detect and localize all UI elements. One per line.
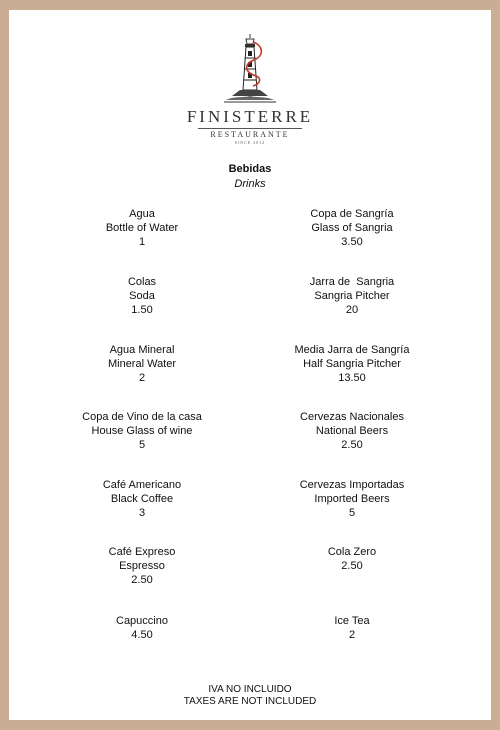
section-heading — [9, 162, 491, 192]
item-name-es: Media Jarra de Sangría — [294, 344, 410, 356]
item-name-en: Espresso — [119, 560, 165, 572]
item-name-en: Mineral Water — [107, 358, 177, 370]
menu-page — [9, 10, 491, 720]
item-name-en: House Glass of wine — [91, 425, 193, 437]
item-name-en: National Beers — [315, 425, 389, 437]
item-name-es: Copa de Sangría — [310, 208, 394, 220]
brand-divider — [198, 128, 302, 129]
item-price: 13.50 — [338, 372, 366, 384]
item-price: 1 — [138, 236, 146, 248]
item-name-en: Soda — [129, 290, 155, 302]
item-price: 2.50 — [131, 574, 153, 586]
item-name-es: Copa de Vino de la casa — [82, 411, 202, 423]
item-name-en: Bottle of Water — [105, 222, 179, 234]
item-name-es: Colas — [127, 276, 157, 288]
brand-since: SINCE 2012 — [234, 140, 266, 145]
menu-item — [32, 614, 252, 642]
menu-item — [32, 207, 252, 249]
item-name-en: Imported Beers — [314, 493, 390, 505]
item-name-es: Agua — [129, 208, 155, 220]
item-price: 20 — [345, 304, 359, 316]
section-title-en: Drinks — [234, 178, 266, 190]
brand-name: FINISTERRE — [186, 107, 314, 126]
item-name-es: Café Americano — [102, 479, 182, 491]
lighthouse-icon — [220, 32, 280, 106]
item-price: 2.50 — [341, 560, 363, 572]
item-name-es: Capuccino — [116, 615, 168, 627]
item-name-en: Sangria Pitcher — [314, 290, 390, 302]
item-price: 5 — [138, 439, 146, 451]
tax-notice-en: TAXES ARE NOT INCLUDED — [183, 696, 317, 707]
restaurant-logo — [9, 32, 491, 146]
menu-item — [242, 478, 462, 520]
item-name-es: Cervezas Importadas — [299, 479, 405, 491]
item-name-en: Glass of Sangria — [311, 222, 393, 234]
tax-notice-es: IVA NO INCLUIDO — [208, 684, 292, 695]
menu-item — [32, 275, 252, 317]
section-title-es: Bebidas — [228, 163, 272, 175]
brand-subtitle: RESTAURANTE — [210, 130, 290, 139]
menu-item — [242, 343, 462, 385]
item-price: 3.50 — [341, 236, 363, 248]
item-name-es: Ice Tea — [334, 615, 370, 627]
item-name-es: Agua Mineral — [109, 344, 175, 356]
tax-notice — [9, 684, 491, 708]
item-price: 4.50 — [131, 629, 153, 641]
menu-item — [242, 614, 462, 642]
item-name-es: Jarra de Sangria — [309, 276, 395, 288]
menu-item — [242, 207, 462, 249]
menu-item — [32, 545, 252, 587]
item-name-es: Cola Zero — [327, 546, 377, 558]
item-price: 3 — [138, 507, 146, 519]
item-price: 2.50 — [341, 439, 363, 451]
menu-item — [32, 410, 252, 452]
menu-item — [242, 545, 462, 573]
menu-item — [242, 410, 462, 452]
item-name-es: Café Expreso — [108, 546, 176, 558]
menu-item — [242, 275, 462, 317]
menu-item — [32, 343, 252, 385]
item-price: 1.50 — [131, 304, 153, 316]
item-name-en: Half Sangria Pitcher — [303, 358, 401, 370]
item-price: 2 — [348, 629, 356, 641]
item-name-es: Cervezas Nacionales — [300, 411, 404, 423]
menu-item — [32, 478, 252, 520]
item-price: 5 — [348, 507, 356, 519]
item-name-en: Black Coffee — [110, 493, 174, 505]
item-price: 2 — [138, 372, 146, 384]
